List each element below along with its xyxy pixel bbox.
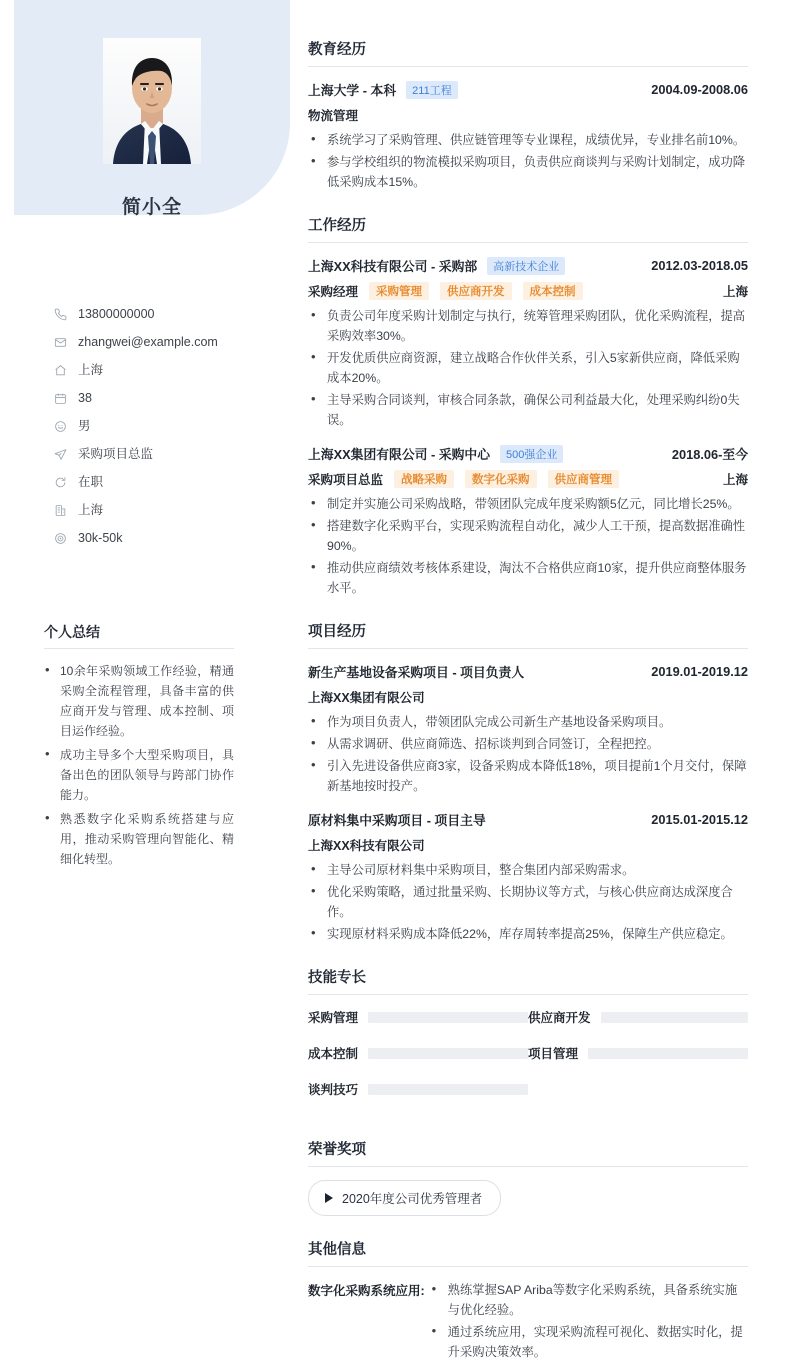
major-name: 物流管理: [308, 109, 359, 123]
summary-bullet: • 10余年采购领域工作经验，精通采购全流程管理，具备丰富的供应商开发与管理、成本控制、项目运作经验。: [44, 661, 234, 741]
sidebar: [0, 0, 290, 1370]
project-bullet: • 主导公司原材料集中采购项目，整合集团内部采购需求。: [308, 860, 748, 880]
contact-value: 在职: [78, 475, 104, 489]
contact-value: 上海: [78, 363, 104, 377]
honors-section: [308, 1138, 748, 1216]
skill-tag: 战略采购: [394, 470, 454, 488]
work-bullet-list: [308, 494, 748, 598]
skill-label: 谈判技巧: [308, 1083, 359, 1097]
other-info-section: [308, 1238, 748, 1364]
contact-value: 13800000000: [78, 307, 155, 321]
contact-item-status: [52, 468, 282, 496]
other-info-row: [308, 1280, 748, 1364]
honors-title: 荣誉奖项: [308, 1138, 748, 1167]
contact-value: 38: [78, 391, 92, 405]
project-bullet-list: [308, 712, 748, 796]
education-section: [308, 38, 748, 192]
work-entry-header: [308, 256, 748, 275]
other-bullet: • 通过系统应用，实现采购流程可视化、数据实时化，提升采购决策效率。: [429, 1322, 748, 1362]
target-icon: [52, 530, 69, 546]
skill-label: 成本控制: [308, 1047, 359, 1061]
skill-item: [528, 1044, 748, 1062]
calendar-icon: [52, 390, 69, 406]
skill-tag: 成本控制: [523, 282, 583, 300]
work-location: 上海: [722, 473, 748, 487]
skill-item: [308, 1008, 528, 1026]
skills-title: 技能专长: [308, 966, 748, 995]
work-role-row: [308, 282, 748, 300]
school-tag: 211工程: [406, 81, 458, 99]
company-tag: 500强企业: [500, 445, 563, 463]
contact-list: [52, 300, 282, 552]
photo-panel: [14, 0, 290, 218]
skill-item: [308, 1080, 528, 1098]
projects-section: [308, 620, 748, 944]
contact-value: 采购项目总监: [78, 447, 154, 461]
project-bullet-list: [308, 860, 748, 944]
company-name: 上海XX科技有限公司 - 采购部: [308, 259, 478, 274]
skill-progress-track: [588, 1048, 748, 1059]
other-info-label: 数字化采购系统应用:: [308, 1284, 425, 1298]
work-entry: [308, 444, 748, 598]
avatar: [103, 38, 201, 164]
projects-title: 项目经历: [308, 620, 748, 649]
contact-value: 上海: [78, 503, 104, 517]
education-bullet-list: [308, 130, 748, 192]
award-label: 2020年度公司优秀管理者: [342, 1192, 483, 1206]
education-bullet: • 系统学习了采购管理、供应链管理等专业课程，成绩优异，专业排名前10%。: [308, 130, 748, 150]
skill-label: 采购管理: [308, 1011, 359, 1025]
phone-icon: [52, 306, 69, 322]
paper-plane-icon: [52, 446, 69, 462]
person-name: 简小全: [121, 197, 182, 218]
work-bullet-list: [308, 306, 748, 430]
award-badge[interactable]: [308, 1180, 501, 1216]
summary-title: 个人总结: [44, 622, 234, 649]
project-bullet: • 引入先进设备供应商3家，设备采购成本降低18%，项目提前1个月交付，保障新基地按时投产。: [308, 756, 748, 796]
refresh-icon: [52, 474, 69, 490]
skill-item: [308, 1044, 528, 1062]
work-bullet: • 搭建数字化采购平台，实现采购流程自动化，减少人工干预，提高数据准确性90%。: [308, 516, 748, 556]
project-name: 原材料集中采购项目 - 项目主导: [308, 813, 486, 828]
work-bullet: • 主导采购合同谈判，审核合同条款，确保公司利益最大化，处理采购纠纷0失误。: [308, 390, 748, 430]
work-title: 工作经历: [308, 214, 748, 243]
skill-progress-track: [368, 1084, 528, 1095]
project-bullet: • 从需求调研、供应商筛选、招标谈判到合同签订，全程把控。: [308, 734, 748, 754]
work-date: 2012.03-2018.05: [651, 258, 748, 273]
work-date: 2018.06-至今: [671, 447, 748, 462]
company-name: 上海XX集团有限公司 - 采购中心: [308, 447, 491, 462]
contact-item-position: [52, 440, 282, 468]
project-entry: [308, 662, 748, 796]
other-info-body: [429, 1280, 748, 1364]
gender-icon: [52, 418, 69, 434]
work-entry: [308, 256, 748, 430]
job-title: 采购经理: [308, 285, 359, 299]
work-entry-header: [308, 444, 748, 463]
other-bullet: • 熟练掌握SAP Ariba等数字化采购系统，具备系统实施与优化经验。: [429, 1280, 748, 1320]
contact-item-email: [52, 328, 282, 356]
contact-item-salary: [52, 524, 282, 552]
project-name: 新生产基地设备采购项目 - 项目负责人: [308, 665, 525, 680]
skill-progress-track: [368, 1048, 528, 1059]
education-bullet: • 参与学校组织的物流模拟采购项目，负责供应商谈判与采购计划制定，成功降低采购成本15%。: [308, 152, 748, 192]
skills-section: [308, 966, 748, 1116]
envelope-icon: [52, 334, 69, 350]
skill-item: [528, 1008, 748, 1026]
project-bullet: • 作为项目负责人，带领团队完成公司新生产基地设备采购项目。: [308, 712, 748, 732]
contact-item-hometown: [52, 356, 282, 384]
contact-item-city: [52, 496, 282, 524]
school-name: 上海大学 - 本科: [308, 83, 397, 98]
contact-value: 30k-50k: [78, 531, 123, 545]
skill-grid: [308, 1008, 748, 1116]
summary-section: [44, 622, 234, 873]
work-location: 上海: [722, 285, 748, 299]
project-bullet: • 优化采购策略，通过批量采购、长期协议等方式，与核心供应商达成深度合作。: [308, 882, 748, 922]
summary-bullet: • 熟悉数字化采购系统搭建与应用，推动采购管理向智能化、精细化转型。: [44, 809, 234, 869]
contact-value: 男: [78, 419, 91, 433]
skill-progress-track: [368, 1012, 528, 1023]
work-bullet: • 开发优质供应商资源，建立战略合作伙伴关系，引入5家新供应商，降低采购成本20%。: [308, 348, 748, 388]
skill-tag: 采购管理: [369, 282, 429, 300]
skill-tag: 供应商开发: [440, 282, 512, 300]
skill-label: 供应商开发: [528, 1011, 591, 1025]
work-section: [308, 214, 748, 598]
skill-tag: 供应商管理: [548, 470, 620, 488]
project-entry-header: [308, 662, 748, 681]
play-triangle-icon: [325, 1193, 333, 1203]
project-date: 2015.01-2015.12: [651, 812, 748, 827]
company-tag: 高新技术企业: [487, 257, 565, 275]
main-content: [290, 0, 794, 1370]
work-role-row: [308, 470, 748, 488]
work-bullet: • 负责公司年度采购计划制定与执行，统筹管理采购团队，优化采购流程，提高采购效率30%。: [308, 306, 748, 346]
education-date: 2004.09-2008.06: [651, 82, 748, 97]
education-title: 教育经历: [308, 38, 748, 67]
building-icon: [52, 502, 69, 518]
project-bullet: • 实现原材料采购成本降低22%，库存周转率提高25%，保障生产供应稳定。: [308, 924, 748, 944]
home-icon: [52, 362, 69, 378]
skill-tag: 数字化采购: [465, 470, 537, 488]
summary-bullet-list: [44, 661, 234, 869]
project-entry: [308, 810, 748, 944]
education-entry-header: [308, 80, 748, 99]
project-company: 上海XX集团有限公司: [308, 691, 425, 705]
project-company: 上海XX科技有限公司: [308, 839, 425, 853]
contact-item-gender: [52, 412, 282, 440]
other-info-title: 其他信息: [308, 1238, 748, 1267]
job-title: 采购项目总监: [308, 473, 384, 487]
other-bullet-list: [429, 1280, 748, 1362]
work-bullet: • 推动供应商绩效考核体系建设，淘汰不合格供应商10家，提升供应商整体服务水平。: [308, 558, 748, 598]
contact-item-age: [52, 384, 282, 412]
skill-label: 项目管理: [528, 1047, 579, 1061]
summary-bullet: • 成功主导多个大型采购项目，具备出色的团队领导与跨部门协作能力。: [44, 745, 234, 805]
skill-progress-track: [601, 1012, 748, 1023]
contact-value: zhangwei@example.com: [78, 335, 218, 349]
contact-item-phone: [52, 300, 282, 328]
project-entry-header: [308, 810, 748, 829]
education-entry: [308, 80, 748, 192]
project-date: 2019.01-2019.12: [651, 664, 748, 679]
work-bullet: • 制定并实施公司采购战略，带领团队完成年度采购额5亿元，同比增长25%。: [308, 494, 748, 514]
